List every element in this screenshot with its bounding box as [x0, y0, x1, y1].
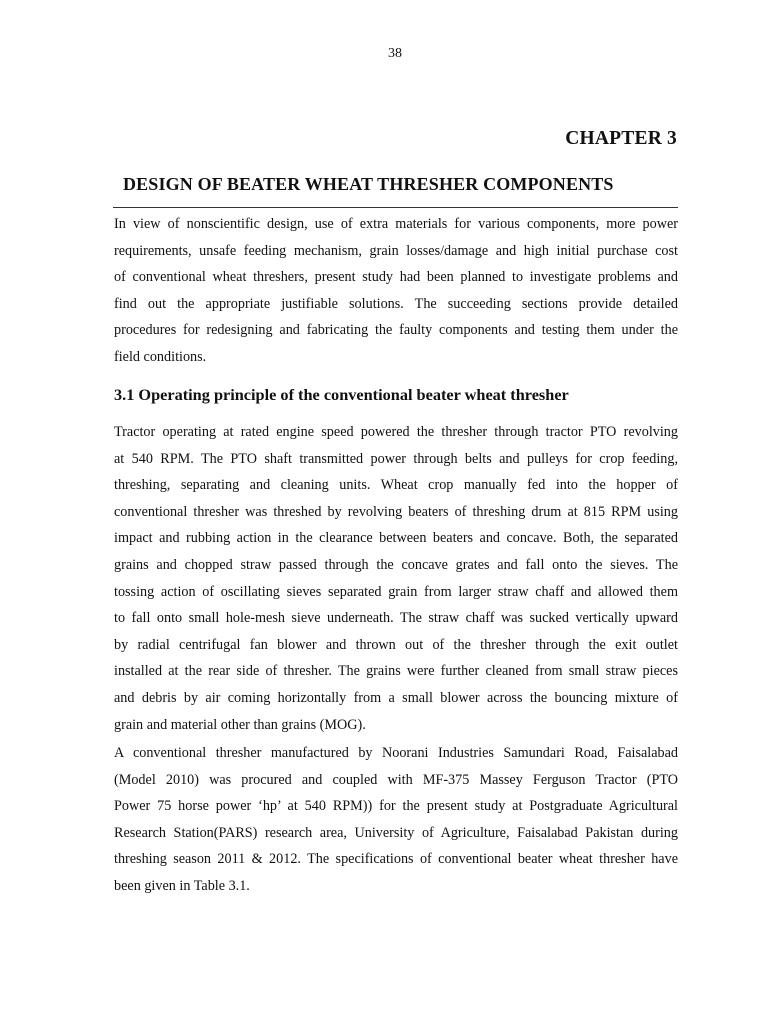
paragraph-line: grain and material other than grains (MOG).: [114, 716, 366, 733]
paragraph-line: Research Station(PARS) research area, University of Agriculture, Faisalabad Pakistan during: [114, 824, 678, 841]
chapter-title: DESIGN OF BEATER WHEAT THRESHER COMPONENTS: [123, 174, 614, 194]
paragraph-line: impact and rubbing action in the clearance between beaters and concave. Both, the separated: [114, 530, 678, 547]
paragraph-line: conventional thresher was threshed by revolving beaters of threshing drum at 815 RPM using: [114, 503, 678, 520]
paragraph-line: installed at the rear side of thresher. The grains were further cleaned from small straw pieces: [114, 663, 678, 680]
paragraph-line: field conditions.: [114, 348, 207, 365]
paragraph-line: of conventional wheat threshers, present study had been planned to investigate problems and: [114, 269, 678, 286]
chapter-label: CHAPTER 3: [565, 128, 677, 149]
paragraph-line: threshing, separating and cleaning units. Wheat crop manually fed into the hopper of: [114, 477, 678, 494]
intro-paragraph: [114, 211, 678, 371]
section-heading: 3.1 Operating principle of the conventional beater wheat thresher: [114, 385, 569, 404]
paragraph-line: (Model 2010) was procured and coupled with MF-375 Massey Ferguson Tractor (PTO: [114, 771, 678, 788]
operating-principle-paragraph: [114, 419, 678, 738]
page-number: 38: [388, 46, 402, 61]
paragraph-line: A conventional thresher manufactured by Noorani Industries Samundari Road, Faisalabad: [114, 745, 678, 761]
paragraph-line: procedures for redesigning and fabricating the faulty components and testing them under the: [114, 322, 678, 339]
paragraph-line: Power 75 horse power ‘hp’ at 540 RPM)) for the present study at Postgraduate Agricultural: [114, 798, 678, 815]
paragraph-line: at 540 RPM. The PTO shaft transmitted power through belts and pulleys for crop feeding,: [114, 450, 678, 467]
paragraph-line: to fall onto small hole-mesh sieve underneath. The straw chaff was sucked vertically upward: [114, 610, 678, 627]
paragraph-line: by radial centrifugal fan blower and thrown out of the thresher through the exit outlet: [114, 636, 678, 653]
specifications-paragraph: [114, 740, 678, 900]
title-divider: [113, 207, 678, 208]
paragraph-line: grains and chopped straw passed through the concave grates and fall onto the sieves. The: [114, 556, 678, 573]
paragraph-line: Tractor operating at rated engine speed powered the thresher through tractor PTO revolving: [114, 424, 678, 440]
paragraph-line: tossing action of oscillating sieves separated grain from larger straw chaff and allowed them: [114, 583, 678, 600]
paragraph-line: been given in Table 3.1.: [114, 877, 250, 894]
paragraph-line: find out the appropriate justifiable solutions. The succeeding sections provide detailed: [114, 295, 678, 312]
paragraph-line: and debris by air coming horizontally from a small blower across the bouncing mixture of: [114, 689, 678, 706]
paragraph-line: threshing season 2011 & 2012. The specifications of conventional beater wheat thresher have: [114, 851, 678, 868]
paragraph-line: requirements, unsafe feeding mechanism, grain losses/damage and high initial purchase cost: [114, 242, 678, 259]
paragraph-line: In view of nonscientific design, use of extra materials for various components, more power: [114, 216, 678, 232]
